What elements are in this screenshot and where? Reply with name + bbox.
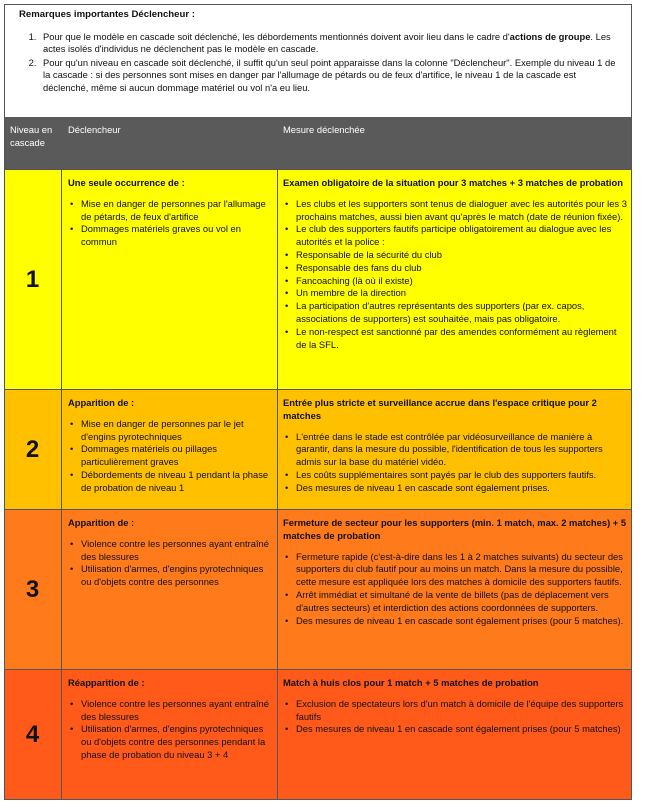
header-level: Niveau en cascade	[10, 124, 53, 148]
list-item: • Dommages matériels graves ou vol en commun	[68, 223, 273, 249]
measure-list	[283, 198, 628, 352]
list-item: • Arrêt immédiat et simultané de la vente de billets (pas de déplacement vers d'autres secteurs) et interdiction des actions coordonnées de supporters.	[283, 589, 628, 615]
measure-cell	[278, 670, 632, 800]
list-item: • La participation d'autres représentants des supporters (par ex. capos, associations de supporters) est souhaitée, mais pas obligatoire.	[283, 300, 628, 326]
measure-title: Match à huis clos pour 1 match + 5 matches de probation	[283, 677, 539, 688]
list-item: • Responsable de la sécurité du club	[283, 249, 628, 262]
header-measure: Mesure déclenchée	[283, 124, 365, 135]
list-item: • L'entrée dans le stade est contrôlée par vidéosurveillance de manière à garantir, dans la mesure du possible, l'identification de tous les supporters admis sur la base du matériel vidéo.	[283, 431, 628, 469]
list-item: • Responsable des fans du club	[283, 262, 628, 275]
list-item: • Mise en danger de personnes par l'allumage de pétards, de feux d'artifice	[68, 198, 273, 224]
table-row-level-2	[4, 389, 632, 509]
list-item: • Le non-respect est sanctionné par des amendes conformément au règlement de la SFL.	[283, 326, 628, 352]
trigger-list	[68, 418, 273, 495]
table-header	[4, 117, 632, 169]
table-row-level-3	[4, 509, 632, 669]
measure-cell	[278, 510, 632, 669]
measure-cell	[278, 390, 632, 509]
trigger-cell	[62, 390, 278, 509]
table-row-level-1	[4, 169, 632, 389]
trigger-list	[68, 198, 273, 249]
list-item: • Des mesures de niveau 1 en cascade sont également prises (pour 5 matches).	[283, 615, 628, 628]
list-item: • Utilisation d'armes, d'engins pyrotechniques ou d'objets contre des personnes pendant la phase de probation du niveau 3 + 4	[68, 723, 273, 761]
measure-title: Examen obligatoire de la situation pour 3 matches + 3 matches de probation	[283, 177, 623, 188]
list-item: • Mise en danger de personnes par le jet d'engins pyrotechniques	[68, 418, 273, 444]
trigger-cell	[62, 670, 278, 800]
important-notes	[4, 4, 632, 117]
list-item: • Exclusion de spectateurs lors d'un match à domicile de l'équipe des supporters fautifs	[283, 698, 628, 724]
list-item: • Fermeture rapide (c'est-à-dire dans les 1 à 2 matches suivants) du secteur des supporters du club fautif pour au moins un match. Dans la mesure du possible, cette mesure est appliquée lors des matches à domicile des supporters fautifs.	[283, 551, 628, 589]
measure-cell	[278, 170, 632, 389]
level-number: 2	[4, 390, 62, 509]
measure-list	[283, 431, 628, 495]
notes-title: Remarques importantes Déclencheur :	[19, 9, 195, 20]
note-emphasis: actions de groupe	[509, 31, 591, 42]
note-item-2: 2. Pour qu'un niveau en cascade soit déclenché, il suffit qu'un seul point apparaisse dans la colonne "Déclencheur". Exemple du niveau 1 de la cascade : si des personnes sont mises en danger par l'allumage de pétards ou de feux d'artifice, le niveau 1 de la cascade est déclenché, même si aucun dommage matériel ou vol n'a eu lieu.	[39, 57, 623, 94]
level-number: 4	[4, 670, 62, 800]
list-item: • Fancoaching (là où il existe)	[283, 275, 628, 288]
table-row-level-4	[4, 669, 632, 800]
list-item: • Le club des supporters fautifs participe obligatoirement au dialogue avec les autorités et la police :	[283, 223, 628, 249]
trigger-cell	[62, 170, 278, 389]
list-item: • Violence contre les personnes ayant entraîné des blessures	[68, 538, 273, 564]
trigger-title: Apparition de :	[68, 517, 135, 528]
list-item: • Débordements de niveau 1 pendant la phase de probation de niveau 1	[68, 469, 273, 495]
measure-list	[283, 551, 628, 628]
list-item: • Les coûts supplémentaires sont payés par le club des supporters fautifs.	[283, 469, 628, 482]
trigger-list	[68, 538, 273, 589]
list-item: • Dommages matériels ou pillages particulièrement graves	[68, 443, 273, 469]
measure-list	[283, 698, 628, 736]
list-item: • Des mesures de niveau 1 en cascade sont également prises.	[283, 482, 628, 495]
list-item: • Les clubs et les supporters sont tenus de dialoguer avec les autorités pour les 3 prochains matches, aussi bien avant qu'après le match (date de réunion fixée).	[283, 198, 628, 224]
trigger-title: Apparition de :	[68, 397, 135, 408]
list-item: • Un membre de la direction	[283, 287, 628, 300]
notes-list	[19, 31, 623, 94]
trigger-cell	[62, 510, 278, 669]
trigger-title: Une seule occurrence de :	[68, 177, 185, 188]
list-item: • Utilisation d'armes, d'engins pyrotechniques ou d'objets contre des personnes	[68, 563, 273, 589]
trigger-list	[68, 698, 273, 762]
measure-title: Fermeture de secteur pour les supporters (min. 1 match, max. 2 matches) + 5 matches de probation	[283, 517, 627, 541]
note-item-1: 1. Pour que le modèle en cascade soit déclenché, les débordements mentionnés doivent avoir lieu dans le cadre d'actions de groupe. Les actes isolés d'individus ne déclenchent pas le modèle en cascade.	[39, 31, 623, 56]
header-trigger: Déclencheur	[68, 124, 121, 135]
list-item: • Violence contre les personnes ayant entraîné des blessures	[68, 698, 273, 724]
level-number: 1	[4, 170, 62, 389]
list-item: • Des mesures de niveau 1 en cascade sont également prises (pour 5 matches)	[283, 723, 628, 736]
trigger-title: Réapparition de :	[68, 677, 145, 688]
level-number: 3	[4, 510, 62, 669]
measure-title: Entrée plus stricte et surveillance accrue dans l'espace critique pour 2 matches	[283, 397, 597, 421]
